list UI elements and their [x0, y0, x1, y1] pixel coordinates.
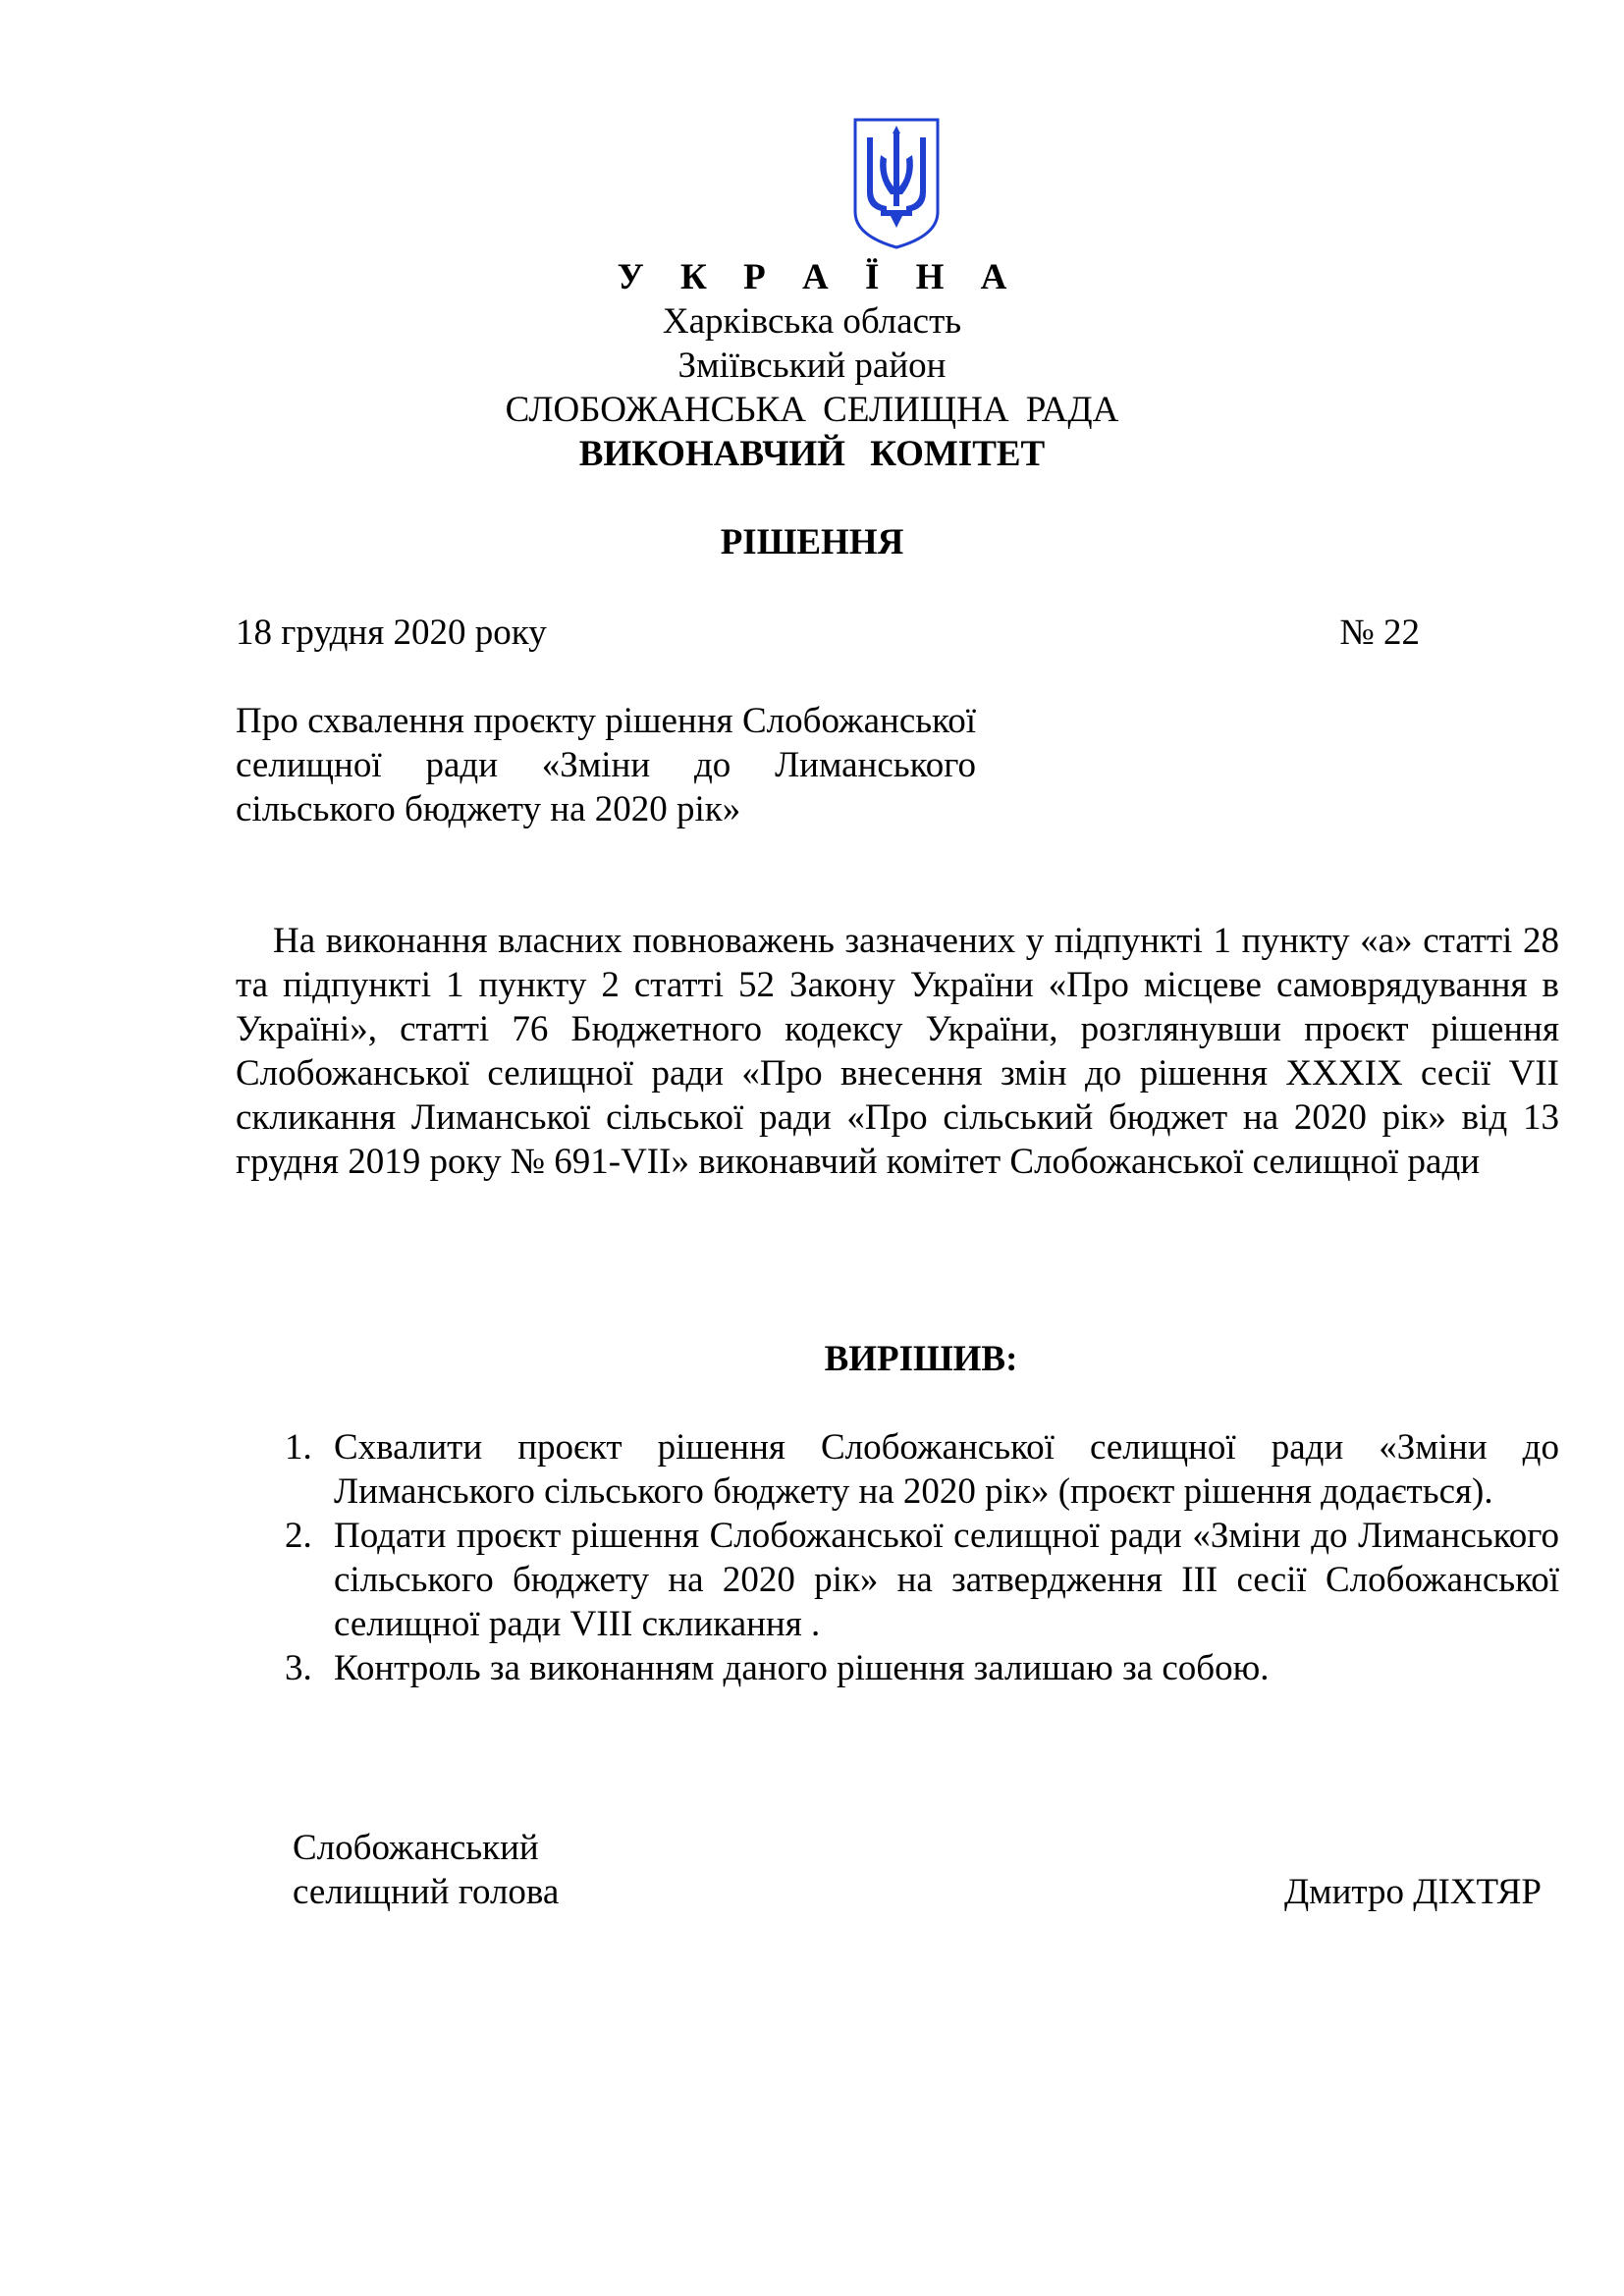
preamble-paragraph: На виконання власних повноважень зазначених у підпункті 1 пункту «а» статті 28 та підпункті 1 пункту 2 статті 52 Закону України «Про місцеве самоврядування в Україні», статті 76 Бюджетного кодексу України, розглянувши проєкт рішення Слобожанської селищної ради «Про внесення змін до рішення XXXIX сесії VII скликання Лиманської сільської ради «Про сільський бюджет на 2020 рік» від 13 грудня 2019 року № 691-VII» виконавчий комітет Слобожанської селищної ради — [236, 921, 1559, 1182]
decision-subject: Про схвалення проєкту рішення Слобожанської селищної ради «Зміни до Лиманського сільського бюджету на 2020 рік» — [236, 701, 976, 829]
committee-name: ВИКОНАВЧИЙ КОМІТЕТ — [578, 434, 1046, 474]
decision-number: № 22 — [1339, 613, 1420, 653]
oblast-name: Харківська область — [662, 301, 962, 342]
document-type-heading: РІШЕННЯ — [720, 522, 904, 562]
decision-item — [236, 1646, 1559, 1690]
decision-item-text: Схвалити проєкт рішення Слобожанської селищної ради «Зміни до Лиманського сільського бюджету на 2020 рік» (проєкт рішення додається). — [334, 1427, 1559, 1512]
signatory-title-line-1: Слобожанський — [293, 1828, 539, 1868]
council-name: СЛОБОЖАНСЬКА СЕЛИЩНА РАДА — [505, 390, 1119, 430]
country-name: У К Р А Ї Н А — [617, 257, 1021, 297]
decision-item-text: Контроль за виконанням даного рішення залишаю за собою. — [334, 1648, 1270, 1688]
decision-item-text: Подати проєкт рішення Слобожанської селищної ради «Зміни до Лиманського сільського бюджету на 2020 рік» на затвердження ІІІ сесії Слобожанської селищної ради VІІІ скликання . — [334, 1516, 1559, 1644]
decision-item-number: 1. — [285, 1427, 312, 1468]
decision-item-number: 2. — [285, 1516, 312, 1556]
decided-heading: ВИРІШИВ: — [824, 1339, 1018, 1379]
signatory-title — [293, 1826, 559, 1914]
coat-of-arms-icon — [851, 116, 942, 251]
decision-item — [236, 1514, 1559, 1646]
decision-list — [236, 1425, 1559, 1690]
decision-date: 18 грудня 2020 року — [236, 613, 547, 653]
decision-item-number: 3. — [285, 1648, 312, 1688]
decision-item — [236, 1425, 1559, 1514]
signatory-name: Дмитро ДІХТЯР — [1283, 1872, 1542, 1912]
signatory-title-line-2: селищний голова — [293, 1872, 560, 1912]
raion-name: Зміївський район — [677, 346, 947, 386]
